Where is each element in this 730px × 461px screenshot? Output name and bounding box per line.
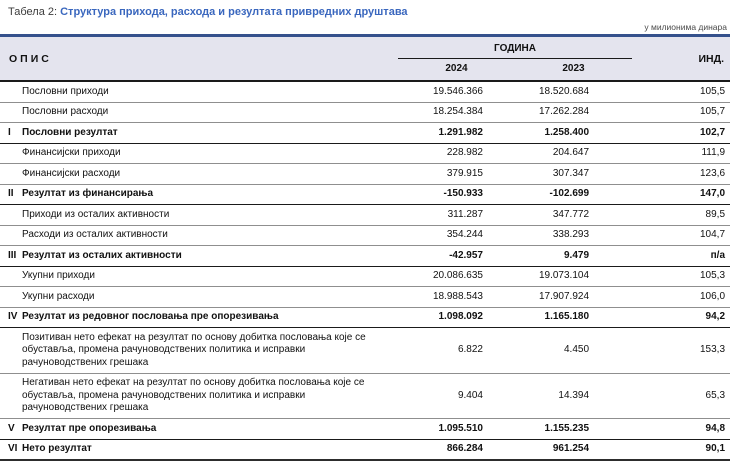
row-description: Резултат из редовног пословања пре опорезивања — [22, 307, 398, 328]
value-index: 102,7 — [632, 123, 730, 144]
value-2023: 1.155.235 — [515, 419, 632, 440]
row-description: Негативан нето ефекат на резултат по основу добитка пословања које се обуставља, промена рачуноводствених политика и исправки рачуноводствених грешака — [22, 373, 398, 419]
table-body — [0, 81, 730, 460]
row-description: Нето резултат — [22, 439, 398, 460]
value-2023: -102.699 — [515, 184, 632, 205]
row-numeral — [0, 164, 22, 185]
value-index: 106,0 — [632, 287, 730, 308]
row-numeral — [0, 143, 22, 164]
table-row — [0, 123, 730, 144]
value-2023: 17.907.924 — [515, 287, 632, 308]
row-numeral — [0, 205, 22, 226]
value-index: 65,3 — [632, 373, 730, 419]
value-2024: 866.284 — [398, 439, 515, 460]
table-row — [0, 164, 730, 185]
column-header-index: ИНД. — [632, 36, 730, 82]
value-2023: 1.258.400 — [515, 123, 632, 144]
value-2023: 961.254 — [515, 439, 632, 460]
value-index: 111,9 — [632, 143, 730, 164]
table-row — [0, 439, 730, 460]
value-index: 105,7 — [632, 102, 730, 123]
table-title-text: Структура прихода, расхода и резултата привредних друштава — [60, 6, 408, 18]
value-2023: 347.772 — [515, 205, 632, 226]
value-2023: 9.479 — [515, 246, 632, 267]
row-numeral — [0, 287, 22, 308]
value-2023: 1.165.180 — [515, 307, 632, 328]
value-2024: 9.404 — [398, 373, 515, 419]
value-2024: 18.988.543 — [398, 287, 515, 308]
row-numeral: IV — [0, 307, 22, 328]
value-2024: -42.957 — [398, 246, 515, 267]
value-index: 94,2 — [632, 307, 730, 328]
value-2024: 1.291.982 — [398, 123, 515, 144]
row-description: Укупни приходи — [22, 266, 398, 287]
value-index: 89,5 — [632, 205, 730, 226]
unit-note: у милионима динара — [644, 22, 727, 32]
value-2023: 338.293 — [515, 225, 632, 246]
table-row — [0, 373, 730, 419]
row-numeral: V — [0, 419, 22, 440]
column-header-2023: 2023 — [515, 59, 632, 82]
row-numeral: II — [0, 184, 22, 205]
value-2024: 1.095.510 — [398, 419, 515, 440]
value-index: п/а — [632, 246, 730, 267]
table-title — [0, 0, 730, 19]
value-2024: 354.244 — [398, 225, 515, 246]
value-index: 147,0 — [632, 184, 730, 205]
value-index: 90,1 — [632, 439, 730, 460]
value-2024: 1.098.092 — [398, 307, 515, 328]
value-2024: 379.915 — [398, 164, 515, 185]
value-index: 94,8 — [632, 419, 730, 440]
value-2023: 14.394 — [515, 373, 632, 419]
table-row — [0, 246, 730, 267]
row-numeral: III — [0, 246, 22, 267]
row-description: Резултат из финансирања — [22, 184, 398, 205]
column-header-description: ОПИС — [0, 36, 398, 82]
value-2023: 18.520.684 — [515, 81, 632, 102]
row-numeral — [0, 266, 22, 287]
value-index: 105,5 — [632, 81, 730, 102]
table-row — [0, 143, 730, 164]
column-header-year-group: ГОДИНА — [398, 36, 632, 59]
value-2024: 20.086.635 — [398, 266, 515, 287]
row-numeral — [0, 81, 22, 102]
value-2024: -150.933 — [398, 184, 515, 205]
row-description: Позитиван нето ефекат на резултат по основу добитка пословања које се обуставља, промена рачуноводствених политика и исправки рачуноводствених грешака — [22, 328, 398, 374]
header-row-1 — [0, 36, 730, 59]
row-description: Резултат пре опорезивања — [22, 419, 398, 440]
value-index: 153,3 — [632, 328, 730, 374]
table-row — [0, 225, 730, 246]
row-description: Пословни резултат — [22, 123, 398, 144]
value-2023: 4.450 — [515, 328, 632, 374]
table-row — [0, 307, 730, 328]
table-row — [0, 266, 730, 287]
column-header-2024: 2024 — [398, 59, 515, 82]
value-index: 105,3 — [632, 266, 730, 287]
table-title-prefix: Табела 2: — [8, 6, 58, 18]
table-row — [0, 81, 730, 102]
row-description: Приходи из осталих активности — [22, 205, 398, 226]
value-2023: 204.647 — [515, 143, 632, 164]
row-description: Пословни приходи — [22, 81, 398, 102]
table-row — [0, 419, 730, 440]
value-2024: 6.822 — [398, 328, 515, 374]
row-description: Финансијски приходи — [22, 143, 398, 164]
financial-results-table — [0, 34, 730, 461]
table-row — [0, 328, 730, 374]
value-index: 104,7 — [632, 225, 730, 246]
row-description: Расходи из осталих активности — [22, 225, 398, 246]
value-2024: 18.254.384 — [398, 102, 515, 123]
value-2024: 228.982 — [398, 143, 515, 164]
row-numeral: I — [0, 123, 22, 144]
row-numeral — [0, 328, 22, 374]
row-numeral: VI — [0, 439, 22, 460]
table-row — [0, 205, 730, 226]
row-numeral — [0, 373, 22, 419]
row-numeral — [0, 225, 22, 246]
value-2023: 19.073.104 — [515, 266, 632, 287]
table-header — [0, 36, 730, 82]
value-2024: 311.287 — [398, 205, 515, 226]
table-row — [0, 287, 730, 308]
table-row — [0, 102, 730, 123]
row-numeral — [0, 102, 22, 123]
row-description: Финансијски расходи — [22, 164, 398, 185]
row-description: Пословни расходи — [22, 102, 398, 123]
value-index: 123,6 — [632, 164, 730, 185]
value-2024: 19.546.366 — [398, 81, 515, 102]
row-description: Укупни расходи — [22, 287, 398, 308]
row-description: Резултат из осталих активности — [22, 246, 398, 267]
value-2023: 307.347 — [515, 164, 632, 185]
value-2023: 17.262.284 — [515, 102, 632, 123]
table-row — [0, 184, 730, 205]
